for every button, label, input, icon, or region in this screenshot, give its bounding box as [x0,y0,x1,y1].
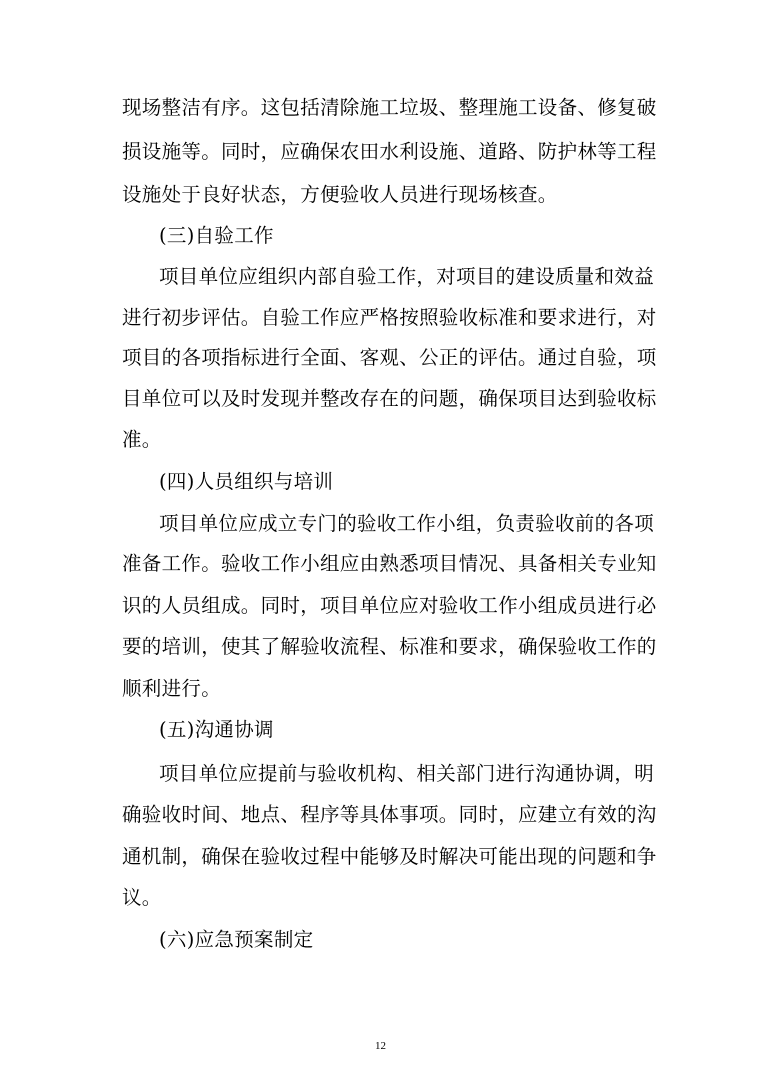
text-line: 准。 [122,428,162,451]
text-line: 要的培训，使其了解验收流程、标准和要求，确保验收工作的 [122,635,657,658]
text-line: 项目单位应成立专门的验收工作小组，负责验收前的各项 [159,512,655,535]
section-heading-6: (六)应急预案制定 [159,928,314,951]
text-line: 议。 [122,886,162,909]
text-line: 进行初步评估。自验工作应严格按照验收标准和要求进行，对 [122,306,657,329]
text-line: 现场整洁有序。这包括清除施工垃圾、整理施工设备、修复破 [122,96,657,119]
text-line: 通机制，确保在验收过程中能够及时解决可能出现的问题和争 [122,845,657,868]
text-line: 项目单位应提前与验收机构、相关部门进行沟通协调，明 [159,762,655,785]
section-heading-4: (四)人员组织与培训 [159,470,334,493]
text-line: 项目的各项指标进行全面、客观、公正的评估。通过自验，项 [122,346,657,369]
page-number: 12 [375,1040,386,1052]
text-line: 顺利进行。 [122,677,222,700]
text-line: 设施处于良好状态，方便验收人员进行现场核查。 [122,183,558,206]
text-line: 项目单位应组织内部自验工作，对项目的建设质量和效益 [159,265,655,288]
text-line: 目单位可以及时发现并整改存在的问题，确保项目达到验收标 [122,387,657,410]
text-line: 准备工作。验收工作小组应由熟悉项目情况、具备相关专业知 [122,552,657,575]
section-heading-5: (五)沟通协调 [159,718,274,741]
text-line: 损设施等。同时，应确保农田水利设施、道路、防护林等工程 [122,140,657,163]
text-line: 确验收时间、地点、程序等具体事项。同时，应建立有效的沟 [122,803,657,826]
section-heading-3: (三)自验工作 [159,224,274,247]
text-line: 识的人员组成。同时，项目单位应对验收工作小组成员进行必 [122,594,657,617]
